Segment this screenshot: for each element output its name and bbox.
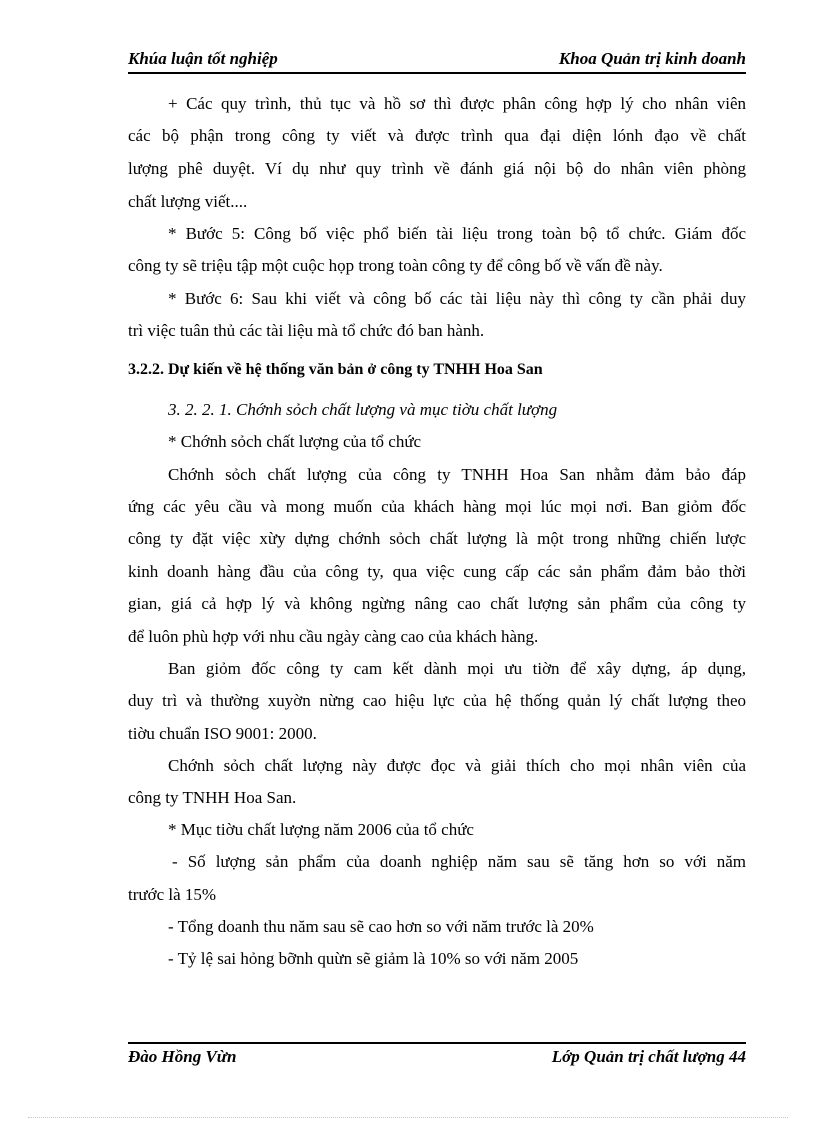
paragraph-line: * Mục tiờu chất lượng năm 2006 của tổ chức <box>168 820 474 839</box>
paragraph-line: * Bước 6: Sau khi viết và công bố các tài liệu này thì công ty cần phải duy <box>168 289 746 308</box>
paragraph-line: Ban giỏm đốc công ty cam kết dành mọi ưu tiờn để xây dựng, áp dụng, <box>168 659 746 678</box>
footer-class: Lớp Quản trị chất lượng 44 <box>551 1047 746 1066</box>
paragraph-line: chất lượng viết.... <box>128 192 248 211</box>
paragraph-line: Chớnh sỏch chất lượng của công ty TNHH Hoa San nhằm đảm bảo đáp <box>168 465 746 484</box>
paragraph-line: * Bước 5: Công bố việc phổ biến tài liệu trong toàn bộ tổ chức. Giám đốc <box>168 224 746 243</box>
page-header <box>128 48 746 74</box>
paragraph-line: trì việc tuân thủ các tài liệu mà tổ chức đó ban hành. <box>128 321 485 340</box>
paragraph-line: công ty sẽ triệu tập một cuộc họp trong toàn công ty để công bố về vấn đề này. <box>128 256 663 275</box>
paragraph-line: - Số lượng sản phẩm của doanh nghiệp năm sau sẽ tăng hơn so với năm <box>172 852 746 871</box>
paragraph-line: công ty TNHH Hoa San. <box>128 788 297 807</box>
header-thesis-title: Khúa luận tốt nghiệp <box>128 49 278 68</box>
paragraph-line: - Tỷ lệ sai hỏng bỡnh quừn sẽ giảm là 10% so với năm 2005 <box>168 949 579 968</box>
paragraph-line: ứng các yêu cầu và mong muốn của khách hàng mọi lúc mọi nơi. Ban giỏm đốc <box>128 497 746 516</box>
page-footer <box>128 1042 746 1072</box>
paragraph-line: + Các quy trình, thủ tục và hồ sơ thì được phân công hợp lý cho nhân viên <box>168 94 746 113</box>
paragraph-line: * Chớnh sỏch chất lượng của tổ chức <box>168 432 422 451</box>
paragraph-line: Chớnh sỏch chất lượng này được đọc và giải thích cho mọi nhân viên của <box>168 756 746 775</box>
paragraph-line: để luôn phù hợp với nhu cầu ngày càng cao của khách hàng. <box>128 627 539 646</box>
footer-author: Đào Hồng Vừn <box>128 1047 237 1066</box>
paragraph-line: tiờu chuẩn ISO 9001: 2000. <box>128 724 317 743</box>
paragraph-line: công ty đặt việc xừy dựng chớnh sỏch chất lượng là một trong những chiến lược <box>128 529 746 548</box>
paragraph-line: gian, giá cả hợp lý và không ngừng nâng cao chất lượng sản phẩm của công ty <box>128 594 746 613</box>
paragraph-line: kinh doanh hàng đầu của công ty, qua việc cung cấp các sản phẩm đảm bảo thời <box>128 562 746 581</box>
section-heading: 3.2.2. Dự kiến về hệ thống văn bản ở công ty TNHH Hoa San <box>128 361 543 378</box>
header-faculty: Khoa Quản trị kinh doanh <box>558 49 746 68</box>
page-bottom-divider <box>28 1117 788 1118</box>
paragraph-line: lượng phê duyệt. Ví dụ như quy trình về đánh giá nội bộ do nhân viên phòng <box>128 159 746 178</box>
paragraph-line: duy trì và thường xuyờn nừng cao hiệu lực của hệ thống quản lý chất lượng theo <box>128 691 746 710</box>
paragraph-line: trước là 15% <box>128 885 217 904</box>
paragraph-line: - Tổng doanh thu năm sau sẽ cao hơn so với năm trước là 20% <box>168 917 594 936</box>
paragraph-line: các bộ phận trong công ty viết và được trình qua đại diện lónh đạo về chất <box>128 126 746 145</box>
subsection-heading: 3. 2. 2. 1. Chớnh sỏch chất lượng và mục tiờu chất lượng <box>168 400 558 419</box>
